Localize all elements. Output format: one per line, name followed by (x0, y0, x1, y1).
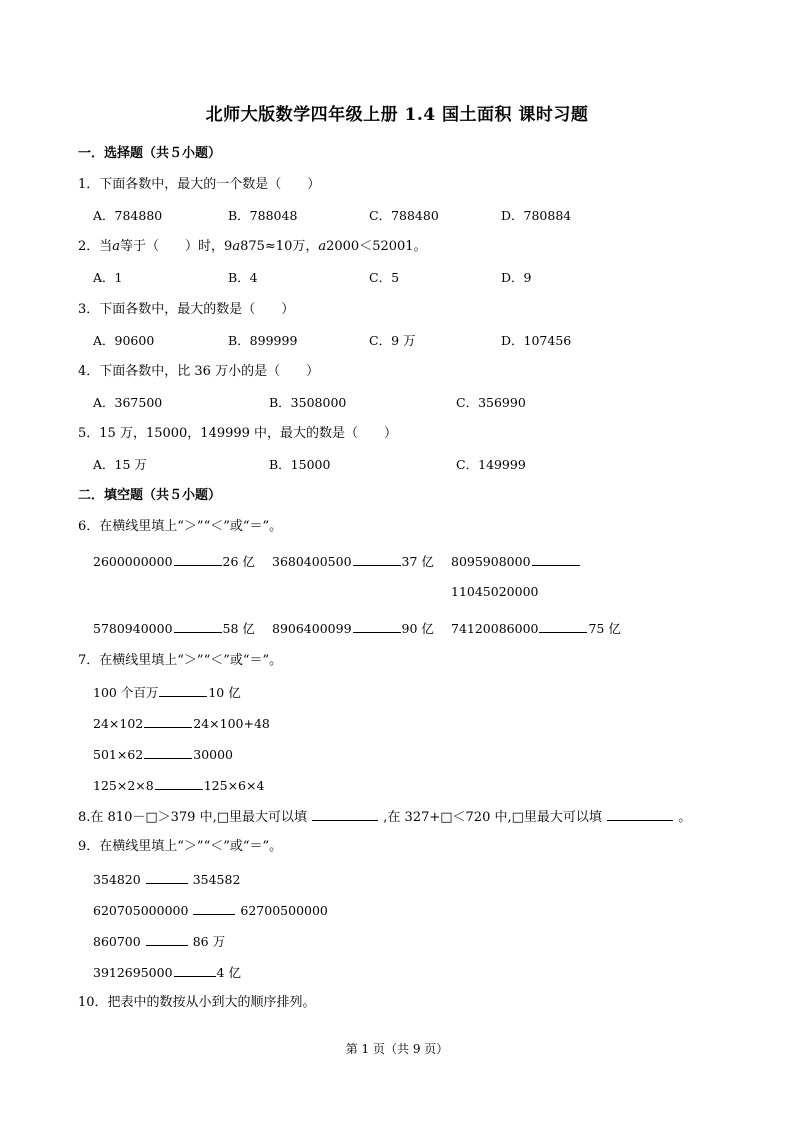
q9-left: 3912695000 (93, 965, 173, 980)
answer-blank[interactable] (146, 933, 188, 946)
answer-blank[interactable] (174, 964, 216, 977)
q7-right: 30000 (193, 747, 234, 762)
q9-item (93, 964, 241, 980)
answer-blank[interactable] (146, 871, 188, 884)
q9-left: 620705000000 (93, 903, 189, 918)
q1-option-d: D．780884 (501, 208, 572, 223)
answer-blank[interactable] (144, 715, 192, 728)
q7-item (93, 715, 270, 731)
question-8-stem (78, 808, 691, 826)
question-9-stem: 9．在横线里填上“＞”“＜”或“＝”。 (78, 839, 283, 854)
q6-left: 5780940000 (93, 621, 173, 636)
q9-right: 354582 (192, 872, 241, 887)
q6-item (93, 553, 255, 569)
q7-right: 125×6×4 (203, 778, 265, 793)
q7-left: 100 个百万 (93, 685, 159, 700)
q7-left: 24×102 (93, 716, 144, 731)
q2-prefix: 2．当 (78, 239, 113, 254)
question-5-stem: 5．15 万，15000，149999 中，最大的数是（ ） (78, 426, 398, 441)
q6-item (272, 620, 434, 636)
q6-item (93, 620, 255, 636)
q1-option-b: B．788048 (228, 208, 298, 223)
q6-item (451, 620, 621, 636)
answer-blank[interactable] (353, 553, 401, 566)
answer-blank[interactable] (174, 553, 222, 566)
q5-option-c: C．149999 (456, 457, 526, 472)
q2-var: a (232, 239, 241, 254)
question-4-stem: 4．下面各数中，比 36 万小的是（ ） (78, 364, 320, 379)
q6-right: 37 亿 (401, 554, 434, 569)
q6-right: 26 亿 (222, 554, 255, 569)
q2-var: a (112, 239, 121, 254)
q6-left: 8095908000 (451, 554, 531, 569)
q1-option-c: C．788480 (369, 208, 439, 223)
page-title: 北师大版数学四年级上册 1.4 国土面积 课时习题 (205, 105, 589, 125)
q6-item (451, 553, 581, 569)
page-footer: 第 1 页（共 9 页） (345, 1042, 449, 1056)
q2-option-c: C．5 (369, 270, 400, 285)
answer-blank[interactable] (144, 746, 192, 759)
question-3-stem: 3．下面各数中，最大的数是（ ） (78, 302, 295, 317)
q9-right: 4 亿 (216, 965, 241, 980)
answer-blank[interactable] (607, 808, 673, 821)
q7-item (93, 684, 241, 700)
q7-left: 125×2×8 (93, 778, 154, 793)
q3-option-a: A．90600 (93, 333, 155, 348)
q1-option-a: A．784880 (93, 208, 163, 223)
q9-right: 86 万 (192, 934, 226, 949)
q7-right: 24×100+48 (193, 716, 270, 731)
answer-blank[interactable] (312, 808, 378, 821)
q2-option-b: B．4 (228, 270, 258, 285)
q9-item (93, 871, 240, 887)
q6-right: 75 亿 (588, 621, 621, 636)
q7-item (93, 777, 264, 793)
answer-blank[interactable] (193, 902, 235, 915)
q2-suffix: 2000＜52001。 (326, 239, 427, 254)
question-7-stem: 7．在横线里填上“＞”“＜”或“＝”。 (78, 653, 283, 668)
q2-mid1: 等于（ ）时，9 (120, 239, 233, 254)
q9-right: 62700500000 (240, 903, 328, 918)
q2-mid2: 875≈10万， (240, 239, 319, 254)
q6-item (272, 553, 434, 569)
question-6-stem: 6．在横线里填上“＞”“＜”或“＝”。 (78, 519, 283, 534)
answer-blank[interactable] (353, 620, 401, 633)
q6-left: 74120086000 (451, 621, 539, 636)
q8-part1: 8.在 810－□＞379 中,□里最大可以填 (78, 810, 307, 825)
answer-blank[interactable] (155, 777, 203, 790)
q4-option-c: C．356990 (456, 395, 526, 410)
section-heading-choice: 一．选择题（共５小题） (78, 146, 222, 161)
q5-option-a: A．15 万 (93, 457, 147, 472)
q3-option-b: B．899999 (228, 333, 298, 348)
section-heading-fill: 二．填空题（共５小题） (78, 488, 222, 503)
answer-blank[interactable] (539, 620, 587, 633)
q7-right: 10 亿 (208, 685, 241, 700)
q6-right: 11045020000 (451, 584, 539, 599)
question-10-stem: 10．把表中的数按从小到大的顺序排列。 (78, 995, 316, 1010)
q7-item (93, 746, 233, 762)
q9-item (93, 902, 328, 918)
q6-right: 90 亿 (401, 621, 434, 636)
q3-option-c: C．9 万 (369, 333, 416, 348)
q6-left: 8906400099 (272, 621, 352, 636)
q3-option-d: D．107456 (501, 333, 572, 348)
answer-blank[interactable] (174, 620, 222, 633)
question-1-stem: 1．下面各数中，最大的一个数是（ ） (78, 177, 321, 192)
q9-left: 354820 (93, 872, 141, 887)
q6-left: 2600000000 (93, 554, 173, 569)
q8-part3: 。 (678, 810, 692, 825)
q4-option-b: B．3508000 (269, 395, 347, 410)
q2-var: a (318, 239, 327, 254)
q2-option-d: D．9 (501, 270, 532, 285)
answer-blank[interactable] (532, 553, 580, 566)
q7-left: 501×62 (93, 747, 144, 762)
q9-item (93, 933, 225, 949)
q2-option-a: A．1 (93, 270, 123, 285)
question-2-stem (78, 239, 427, 255)
q5-option-b: B．15000 (269, 457, 331, 472)
q4-option-a: A．367500 (93, 395, 163, 410)
q6-right: 58 亿 (222, 621, 255, 636)
q9-left: 860700 (93, 934, 141, 949)
answer-blank[interactable] (159, 684, 207, 697)
q8-part2: ,在 327+□＜720 中,□里最大可以填 (383, 810, 602, 825)
q6-left: 3680400500 (272, 554, 352, 569)
